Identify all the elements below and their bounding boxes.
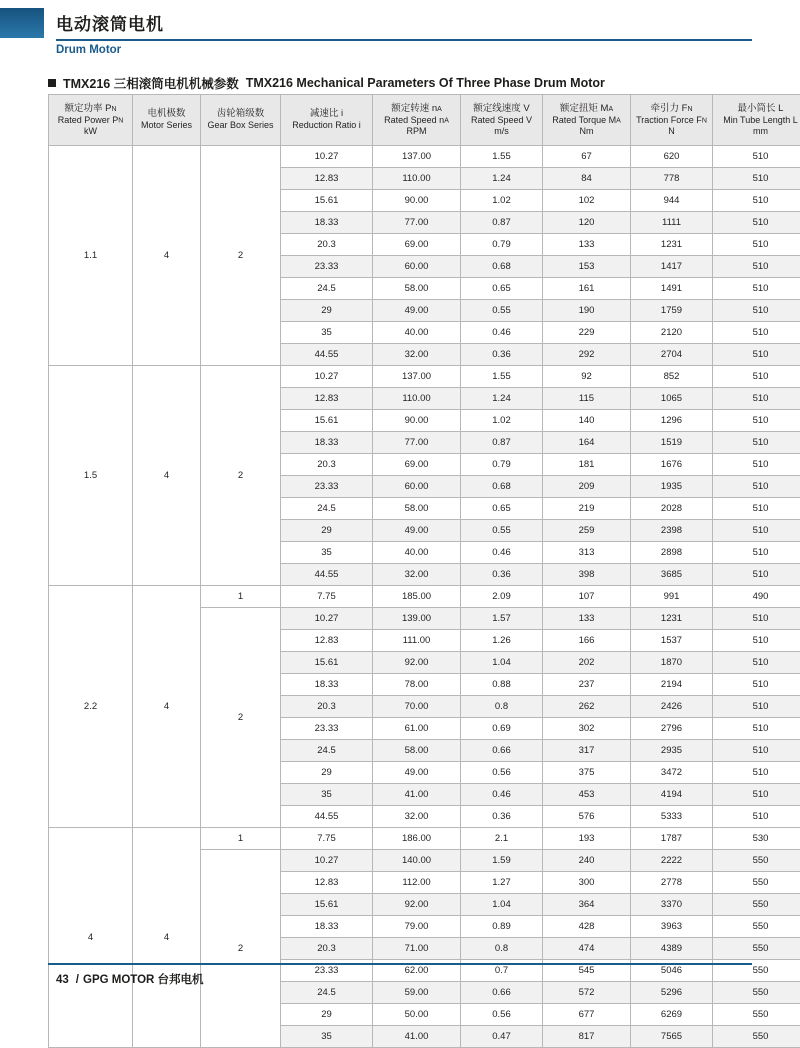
cell-value: 1935 bbox=[631, 476, 713, 498]
cell-value: 510 bbox=[713, 784, 800, 806]
cell-value: 0.36 bbox=[461, 564, 543, 586]
cell-motor-series: 4 bbox=[133, 586, 201, 828]
cell-value: 10.27 bbox=[281, 608, 373, 630]
cell-value: 510 bbox=[713, 520, 800, 542]
cell-value: 58.00 bbox=[373, 278, 461, 300]
cell-value: 453 bbox=[543, 784, 631, 806]
cell-value: 3963 bbox=[631, 916, 713, 938]
cell-value: 24.5 bbox=[281, 278, 373, 300]
cell-value: 576 bbox=[543, 806, 631, 828]
cell-value: 550 bbox=[713, 872, 800, 894]
cell-value: 510 bbox=[713, 322, 800, 344]
cell-gearbox-series: 2 bbox=[201, 366, 281, 586]
cell-gearbox-series: 2 bbox=[201, 608, 281, 828]
cell-value: 510 bbox=[713, 476, 800, 498]
cell-value: 510 bbox=[713, 630, 800, 652]
cell-value: 18.33 bbox=[281, 916, 373, 938]
cell-value: 49.00 bbox=[373, 762, 461, 784]
cell-value: 0.36 bbox=[461, 806, 543, 828]
cell-value: 58.00 bbox=[373, 498, 461, 520]
cell-value: 2426 bbox=[631, 696, 713, 718]
cell-value: 550 bbox=[713, 916, 800, 938]
cell-value: 84 bbox=[543, 168, 631, 190]
table-header-cell-8: 最小筒长 L Min Tube Length L mm bbox=[713, 95, 800, 146]
cell-value: 317 bbox=[543, 740, 631, 762]
cell-value: 0.56 bbox=[461, 1004, 543, 1026]
cell-value: 40.00 bbox=[373, 542, 461, 564]
table-header-cell-1: 电机极数 Motor Series bbox=[133, 95, 201, 146]
cell-value: 991 bbox=[631, 586, 713, 608]
cell-value: 71.00 bbox=[373, 938, 461, 960]
cell-value: 15.61 bbox=[281, 190, 373, 212]
cell-value: 0.46 bbox=[461, 322, 543, 344]
cell-value: 2898 bbox=[631, 542, 713, 564]
page-footer bbox=[48, 963, 752, 993]
cell-value: 69.00 bbox=[373, 234, 461, 256]
cell-value: 20.3 bbox=[281, 938, 373, 960]
cell-value: 1.55 bbox=[461, 146, 543, 168]
cell-value: 24.5 bbox=[281, 498, 373, 520]
cell-value: 1111 bbox=[631, 212, 713, 234]
cell-value: 0.88 bbox=[461, 674, 543, 696]
cell-value: 510 bbox=[713, 256, 800, 278]
cell-value: 0.46 bbox=[461, 542, 543, 564]
cell-value: 10.27 bbox=[281, 146, 373, 168]
cell-value: 29 bbox=[281, 300, 373, 322]
cell-value: 510 bbox=[713, 652, 800, 674]
cell-value: 32.00 bbox=[373, 564, 461, 586]
cell-value: 510 bbox=[713, 432, 800, 454]
table-header-cell-2: 齿轮箱级数 Gear Box Series bbox=[201, 95, 281, 146]
cell-value: 300 bbox=[543, 872, 631, 894]
footer-brand: GPG MOTOR 台邦电机 bbox=[83, 974, 204, 986]
footer-divider bbox=[48, 963, 752, 965]
cell-value: 2704 bbox=[631, 344, 713, 366]
cell-value: 133 bbox=[543, 234, 631, 256]
cell-value: 24.5 bbox=[281, 740, 373, 762]
table-header-cell-7: 牵引力 FN Traction Force FN N bbox=[631, 95, 713, 146]
cell-value: 510 bbox=[713, 806, 800, 828]
cell-value: 1537 bbox=[631, 630, 713, 652]
cell-value: 92.00 bbox=[373, 894, 461, 916]
cell-value: 510 bbox=[713, 168, 800, 190]
cell-value: 1.26 bbox=[461, 630, 543, 652]
cell-value: 428 bbox=[543, 916, 631, 938]
cell-value: 12.83 bbox=[281, 388, 373, 410]
cell-value: 185.00 bbox=[373, 586, 461, 608]
cell-value: 1417 bbox=[631, 256, 713, 278]
cell-value: 10.27 bbox=[281, 366, 373, 388]
cell-value: 240 bbox=[543, 850, 631, 872]
cell-value: 2935 bbox=[631, 740, 713, 762]
cell-value: 164 bbox=[543, 432, 631, 454]
cell-value: 23.33 bbox=[281, 256, 373, 278]
cell-value: 1296 bbox=[631, 410, 713, 432]
cell-value: 140.00 bbox=[373, 850, 461, 872]
cell-value: 137.00 bbox=[373, 366, 461, 388]
cell-value: 1231 bbox=[631, 234, 713, 256]
cell-value: 193 bbox=[543, 828, 631, 850]
cell-value: 77.00 bbox=[373, 212, 461, 234]
cell-value: 181 bbox=[543, 454, 631, 476]
cell-value: 262 bbox=[543, 696, 631, 718]
cell-value: 62.00 bbox=[373, 960, 461, 982]
cell-value: 510 bbox=[713, 278, 800, 300]
cell-value: 18.33 bbox=[281, 432, 373, 454]
header-divider bbox=[56, 39, 752, 41]
cell-value: 44.55 bbox=[281, 564, 373, 586]
header-accent-block bbox=[0, 8, 44, 38]
cell-value: 1.24 bbox=[461, 388, 543, 410]
cell-value: 18.33 bbox=[281, 212, 373, 234]
cell-value: 778 bbox=[631, 168, 713, 190]
section-title-cn: TMX216 三相滚筒电机机械参数 bbox=[63, 74, 239, 92]
cell-value: 510 bbox=[713, 344, 800, 366]
bullet-square-icon bbox=[48, 79, 56, 87]
cell-value: 510 bbox=[713, 608, 800, 630]
cell-value: 219 bbox=[543, 498, 631, 520]
cell-value: 0.87 bbox=[461, 432, 543, 454]
cell-value: 1.02 bbox=[461, 410, 543, 432]
cell-value: 15.61 bbox=[281, 894, 373, 916]
cell-value: 44.55 bbox=[281, 806, 373, 828]
cell-value: 60.00 bbox=[373, 476, 461, 498]
cell-value: 7.75 bbox=[281, 586, 373, 608]
cell-value: 1.04 bbox=[461, 894, 543, 916]
cell-value: 60.00 bbox=[373, 256, 461, 278]
cell-value: 0.55 bbox=[461, 300, 543, 322]
table-header-cell-5: 额定线速度 V Rated Speed V m/s bbox=[461, 95, 543, 146]
cell-value: 58.00 bbox=[373, 740, 461, 762]
cell-value: 510 bbox=[713, 762, 800, 784]
cell-value: 140 bbox=[543, 410, 631, 432]
cell-value: 0.69 bbox=[461, 718, 543, 740]
cell-value: 3472 bbox=[631, 762, 713, 784]
cell-value: 50.00 bbox=[373, 1004, 461, 1026]
cell-motor-series: 4 bbox=[133, 828, 201, 1048]
cell-value: 1.04 bbox=[461, 652, 543, 674]
cell-value: 550 bbox=[713, 850, 800, 872]
cell-value: 15.61 bbox=[281, 652, 373, 674]
cell-value: 510 bbox=[713, 146, 800, 168]
cell-value: 0.89 bbox=[461, 916, 543, 938]
cell-value: 90.00 bbox=[373, 190, 461, 212]
cell-value: 0.8 bbox=[461, 696, 543, 718]
cell-value: 375 bbox=[543, 762, 631, 784]
cell-value: 1787 bbox=[631, 828, 713, 850]
cell-value: 1491 bbox=[631, 278, 713, 300]
cell-value: 29 bbox=[281, 1004, 373, 1026]
page-header bbox=[0, 0, 800, 68]
cell-value: 550 bbox=[713, 960, 800, 982]
cell-value: 190 bbox=[543, 300, 631, 322]
cell-value: 259 bbox=[543, 520, 631, 542]
cell-value: 510 bbox=[713, 696, 800, 718]
cell-value: 0.68 bbox=[461, 476, 543, 498]
cell-value: 510 bbox=[713, 740, 800, 762]
cell-value: 35 bbox=[281, 542, 373, 564]
table-head bbox=[49, 95, 800, 146]
cell-value: 2796 bbox=[631, 718, 713, 740]
cell-value: 0.68 bbox=[461, 256, 543, 278]
cell-value: 161 bbox=[543, 278, 631, 300]
cell-rated-power: 4 bbox=[49, 828, 133, 1048]
table-row bbox=[49, 828, 800, 850]
cell-value: 112.00 bbox=[373, 872, 461, 894]
cell-value: 398 bbox=[543, 564, 631, 586]
cell-value: 2120 bbox=[631, 322, 713, 344]
cell-value: 510 bbox=[713, 674, 800, 696]
cell-value: 302 bbox=[543, 718, 631, 740]
cell-value: 510 bbox=[713, 388, 800, 410]
cell-value: 61.00 bbox=[373, 718, 461, 740]
spec-table-container bbox=[48, 94, 752, 1048]
cell-value: 0.8 bbox=[461, 938, 543, 960]
cell-value: 1065 bbox=[631, 388, 713, 410]
cell-value: 23.33 bbox=[281, 960, 373, 982]
cell-value: 5333 bbox=[631, 806, 713, 828]
cell-rated-power: 1.5 bbox=[49, 366, 133, 586]
cell-value: 1.59 bbox=[461, 850, 543, 872]
cell-value: 115 bbox=[543, 388, 631, 410]
cell-value: 677 bbox=[543, 1004, 631, 1026]
cell-value: 510 bbox=[713, 498, 800, 520]
cell-value: 111.00 bbox=[373, 630, 461, 652]
cell-value: 510 bbox=[713, 542, 800, 564]
cell-value: 0.65 bbox=[461, 278, 543, 300]
cell-value: 24.5 bbox=[281, 982, 373, 1004]
cell-value: 10.27 bbox=[281, 850, 373, 872]
cell-value: 32.00 bbox=[373, 806, 461, 828]
cell-value: 5296 bbox=[631, 982, 713, 1004]
cell-value: 0.36 bbox=[461, 344, 543, 366]
cell-value: 620 bbox=[631, 146, 713, 168]
cell-value: 510 bbox=[713, 190, 800, 212]
cell-value: 510 bbox=[713, 300, 800, 322]
cell-value: 209 bbox=[543, 476, 631, 498]
cell-rated-power: 2.2 bbox=[49, 586, 133, 828]
cell-value: 186.00 bbox=[373, 828, 461, 850]
cell-value: 2398 bbox=[631, 520, 713, 542]
cell-value: 550 bbox=[713, 1026, 800, 1048]
cell-value: 510 bbox=[713, 718, 800, 740]
cell-value: 23.33 bbox=[281, 476, 373, 498]
table-row bbox=[49, 146, 800, 168]
cell-value: 44.55 bbox=[281, 344, 373, 366]
table-row bbox=[49, 586, 800, 608]
cell-gearbox-series: 2 bbox=[201, 850, 281, 1048]
cell-value: 153 bbox=[543, 256, 631, 278]
cell-value: 120 bbox=[543, 212, 631, 234]
cell-value: 550 bbox=[713, 894, 800, 916]
cell-value: 1519 bbox=[631, 432, 713, 454]
footer-slash: / bbox=[76, 974, 79, 986]
cell-value: 0.47 bbox=[461, 1026, 543, 1048]
cell-value: 0.66 bbox=[461, 982, 543, 1004]
cell-value: 6269 bbox=[631, 1004, 713, 1026]
cell-value: 229 bbox=[543, 322, 631, 344]
cell-value: 490 bbox=[713, 586, 800, 608]
header-title-en: Drum Motor bbox=[56, 44, 121, 56]
cell-value: 41.00 bbox=[373, 784, 461, 806]
cell-value: 20.3 bbox=[281, 234, 373, 256]
cell-value: 0.56 bbox=[461, 762, 543, 784]
cell-value: 0.79 bbox=[461, 234, 543, 256]
cell-value: 102 bbox=[543, 190, 631, 212]
cell-value: 510 bbox=[713, 564, 800, 586]
cell-value: 510 bbox=[713, 366, 800, 388]
cell-value: 59.00 bbox=[373, 982, 461, 1004]
cell-value: 313 bbox=[543, 542, 631, 564]
cell-value: 12.83 bbox=[281, 872, 373, 894]
cell-value: 1676 bbox=[631, 454, 713, 476]
table-header-cell-0: 额定功率 PN Rated Power PN kW bbox=[49, 95, 133, 146]
cell-value: 2028 bbox=[631, 498, 713, 520]
header-title-cn: 电动滚筒电机 bbox=[56, 10, 164, 35]
table-row bbox=[49, 366, 800, 388]
cell-value: 29 bbox=[281, 520, 373, 542]
cell-motor-series: 4 bbox=[133, 366, 201, 586]
cell-value: 49.00 bbox=[373, 520, 461, 542]
page-number: 43 bbox=[56, 974, 69, 986]
cell-value: 3685 bbox=[631, 564, 713, 586]
cell-value: 0.66 bbox=[461, 740, 543, 762]
cell-value: 474 bbox=[543, 938, 631, 960]
cell-value: 92.00 bbox=[373, 652, 461, 674]
cell-value: 572 bbox=[543, 982, 631, 1004]
cell-value: 15.61 bbox=[281, 410, 373, 432]
cell-value: 550 bbox=[713, 982, 800, 1004]
footer-text bbox=[56, 971, 204, 987]
cell-value: 70.00 bbox=[373, 696, 461, 718]
cell-value: 4389 bbox=[631, 938, 713, 960]
cell-value: 67 bbox=[543, 146, 631, 168]
cell-value: 364 bbox=[543, 894, 631, 916]
cell-value: 0.46 bbox=[461, 784, 543, 806]
cell-value: 32.00 bbox=[373, 344, 461, 366]
cell-value: 20.3 bbox=[281, 454, 373, 476]
cell-value: 0.87 bbox=[461, 212, 543, 234]
cell-value: 0.55 bbox=[461, 520, 543, 542]
cell-value: 1870 bbox=[631, 652, 713, 674]
cell-value: 7.75 bbox=[281, 828, 373, 850]
cell-value: 29 bbox=[281, 762, 373, 784]
cell-value: 1.55 bbox=[461, 366, 543, 388]
cell-value: 137.00 bbox=[373, 146, 461, 168]
table-header-cell-6: 额定扭矩 MA Rated Torque MA Nm bbox=[543, 95, 631, 146]
section-title-en: TMX216 Mechanical Parameters Of Three Phase Drum Motor bbox=[246, 76, 605, 90]
cell-value: 1.27 bbox=[461, 872, 543, 894]
cell-value: 0.7 bbox=[461, 960, 543, 982]
cell-value: 292 bbox=[543, 344, 631, 366]
cell-value: 550 bbox=[713, 1004, 800, 1026]
cell-value: 2.09 bbox=[461, 586, 543, 608]
cell-value: 69.00 bbox=[373, 454, 461, 476]
cell-gearbox-series: 1 bbox=[201, 586, 281, 608]
cell-value: 40.00 bbox=[373, 322, 461, 344]
cell-value: 550 bbox=[713, 938, 800, 960]
cell-value: 0.79 bbox=[461, 454, 543, 476]
cell-value: 202 bbox=[543, 652, 631, 674]
cell-value: 92 bbox=[543, 366, 631, 388]
cell-value: 23.33 bbox=[281, 718, 373, 740]
cell-value: 4194 bbox=[631, 784, 713, 806]
cell-value: 2194 bbox=[631, 674, 713, 696]
cell-value: 12.83 bbox=[281, 630, 373, 652]
cell-rated-power: 1.1 bbox=[49, 146, 133, 366]
cell-value: 2778 bbox=[631, 872, 713, 894]
table-header-cell-3: 减速比 i Reduction Ratio i bbox=[281, 95, 373, 146]
cell-value: 107 bbox=[543, 586, 631, 608]
cell-value: 77.00 bbox=[373, 432, 461, 454]
cell-value: 817 bbox=[543, 1026, 631, 1048]
cell-value: 852 bbox=[631, 366, 713, 388]
cell-value: 5046 bbox=[631, 960, 713, 982]
cell-value: 90.00 bbox=[373, 410, 461, 432]
cell-value: 49.00 bbox=[373, 300, 461, 322]
cell-value: 133 bbox=[543, 608, 631, 630]
cell-value: 3370 bbox=[631, 894, 713, 916]
cell-value: 7565 bbox=[631, 1026, 713, 1048]
section-title bbox=[48, 74, 605, 92]
cell-value: 110.00 bbox=[373, 388, 461, 410]
cell-value: 510 bbox=[713, 410, 800, 432]
cell-gearbox-series: 1 bbox=[201, 828, 281, 850]
cell-value: 18.33 bbox=[281, 674, 373, 696]
cell-value: 1231 bbox=[631, 608, 713, 630]
cell-value: 510 bbox=[713, 234, 800, 256]
table-header-row bbox=[49, 95, 800, 146]
cell-value: 510 bbox=[713, 212, 800, 234]
table-header-cell-4: 额定转速 nA Rated Speed nA RPM bbox=[373, 95, 461, 146]
cell-value: 35 bbox=[281, 322, 373, 344]
cell-value: 20.3 bbox=[281, 696, 373, 718]
cell-value: 1.57 bbox=[461, 608, 543, 630]
cell-value: 139.00 bbox=[373, 608, 461, 630]
cell-value: 545 bbox=[543, 960, 631, 982]
cell-value: 1759 bbox=[631, 300, 713, 322]
cell-value: 78.00 bbox=[373, 674, 461, 696]
cell-value: 2222 bbox=[631, 850, 713, 872]
cell-value: 35 bbox=[281, 784, 373, 806]
cell-value: 41.00 bbox=[373, 1026, 461, 1048]
cell-value: 1.24 bbox=[461, 168, 543, 190]
cell-value: 510 bbox=[713, 454, 800, 476]
cell-value: 35 bbox=[281, 1026, 373, 1048]
cell-value: 237 bbox=[543, 674, 631, 696]
cell-value: 110.00 bbox=[373, 168, 461, 190]
spec-table bbox=[48, 94, 800, 1048]
cell-value: 79.00 bbox=[373, 916, 461, 938]
cell-value: 1.02 bbox=[461, 190, 543, 212]
cell-value: 166 bbox=[543, 630, 631, 652]
cell-value: 2.1 bbox=[461, 828, 543, 850]
cell-motor-series: 4 bbox=[133, 146, 201, 366]
cell-value: 0.65 bbox=[461, 498, 543, 520]
cell-value: 530 bbox=[713, 828, 800, 850]
cell-value: 944 bbox=[631, 190, 713, 212]
table-body bbox=[49, 146, 800, 1048]
cell-value: 12.83 bbox=[281, 168, 373, 190]
cell-gearbox-series: 2 bbox=[201, 146, 281, 366]
